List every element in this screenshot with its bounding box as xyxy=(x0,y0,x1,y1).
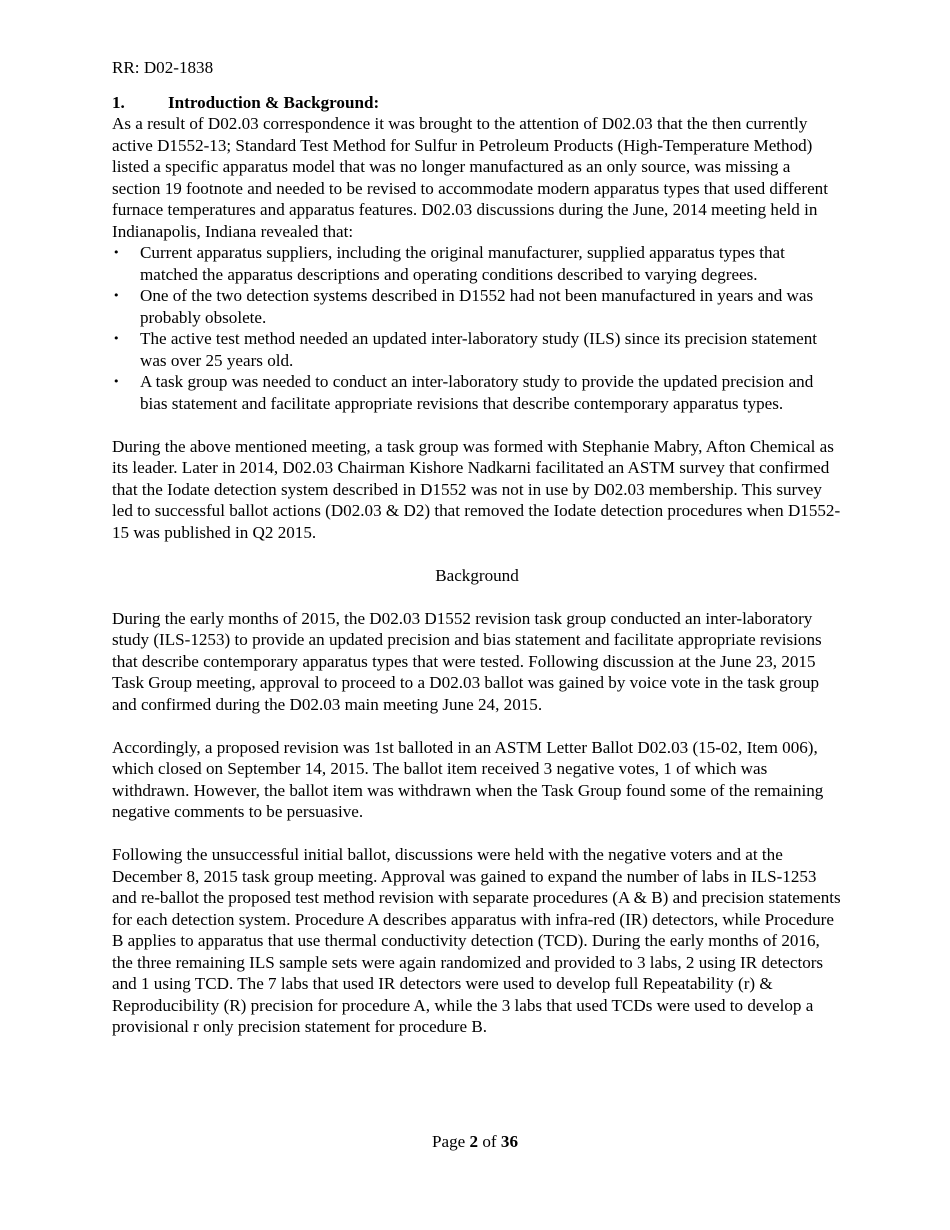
list-item xyxy=(112,371,842,414)
page-current-number: 2 xyxy=(469,1132,479,1151)
bullet-icon: • xyxy=(113,289,120,302)
bullet-icon: • xyxy=(113,332,120,345)
list-item xyxy=(112,285,842,328)
list-item-text: A task group was needed to conduct an inter-laboratory study to provide the updated precision and bias statement and facilitate appropriate revisions that describe contemporary apparatus types. xyxy=(140,372,814,413)
list-item-text: One of the two detection systems described in D1552 had not been manufactured in years and was probably obsolete. xyxy=(140,286,814,327)
task-group-paragraph: During the above mentioned meeting, a task group was formed with Stephanie Mabry, Afton Chemical as its leader. Later in 2014, D02.03 Chairman Kishore Nadkarni facilitated an ASTM survey that confirmed that the Iodate detection system described in D1552 was not in use by D02.03 membership. This survey led to successful ballot actions (D02.03 & D2) that removed the Iodate detection procedures when D1552-15 was published in Q2 2015. xyxy=(112,436,841,542)
page-content xyxy=(112,57,842,1038)
list-item-text: The active test method needed an updated inter-laboratory study (ILS) since its precision statement was over 25 years old. xyxy=(140,329,818,370)
page-label: Page xyxy=(432,1132,466,1151)
background-heading: Background xyxy=(435,565,519,585)
background-paragraph-ils: During the early months of 2015, the D02.03 D1552 revision task group conducted an inter-laboratory study (ILS-1253) to provide an updated precision and bias statement and facilitate appropriate revisions that describe contemporary apparatus types that were tested. Following discussion at the June 23, 2015 Task Group meeting, approval to proceed to a D02.03 ballot was gained by voice vote in the task group and confirmed during the D02.03 main meeting June 24, 2015. xyxy=(112,608,822,714)
list-item xyxy=(112,242,842,285)
report-reference: RR: D02-1838 xyxy=(112,58,214,77)
background-paragraph-reballot: Following the unsuccessful initial ballot, discussions were held with the negative voters and at the December 8, 2015 task group meeting. Approval was gained to expand the number of labs in ILS-1253 and re-ballot the proposed test method revision with separate procedures (A & B) and precision statements for each detection system. Procedure A describes apparatus with infra-red (IR) detectors, while Procedure B applies to apparatus that use thermal conductivity detection (TCD). During the early months of 2016, the three remaining ILS sample sets were again randomized and provided to 3 labs, 2 using IR detectors and 1 using TCD. The 7 labs that used IR detectors were used to develop full Repeatability (r) & Reproducibility (R) precision for procedure A, while the 3 labs that used TCDs were used to develop a provisional r only precision statement for procedure B. xyxy=(112,845,841,1036)
list-item xyxy=(112,328,842,371)
bullet-icon: • xyxy=(113,246,120,259)
page-total-number: 36 xyxy=(500,1132,518,1151)
findings-list xyxy=(112,242,842,414)
list-item-text: Current apparatus suppliers, including the original manufacturer, supplied apparatus types that matched the apparatus descriptions and operating conditions described to varying degrees. xyxy=(140,243,785,284)
section-title: Introduction & Background: xyxy=(168,92,380,112)
section-number: 1. xyxy=(112,92,125,112)
page-footer xyxy=(0,1131,950,1153)
bullet-icon: • xyxy=(113,375,120,388)
background-paragraph-ballot: Accordingly, a proposed revision was 1st balloted in an ASTM Letter Ballot D02.03 (15-02, Item 006), which closed on September 14, 2015. The ballot item received 3 negative votes, 1 of which was withdrawn. However, the ballot item was withdrawn when the Task Group found some of the remaining negative comments to be persuasive. xyxy=(112,737,824,821)
intro-paragraph: As a result of D02.03 correspondence it was brought to the attention of D02.03 that the then currently active D1552-13; Standard Test Method for Sulfur in Petroleum Products (High-Temperature Method) listed a specific apparatus model that was no longer manufactured as an only source, was missing a section 19 footnote and needed to be revised to accommodate modern apparatus types that used different furnace temperatures and apparatus features. D02.03 discussions during the June, 2014 meeting held in Indianapolis, Indiana revealed that: xyxy=(112,114,828,241)
page-of-label: of xyxy=(482,1132,497,1151)
section-heading xyxy=(112,92,842,114)
